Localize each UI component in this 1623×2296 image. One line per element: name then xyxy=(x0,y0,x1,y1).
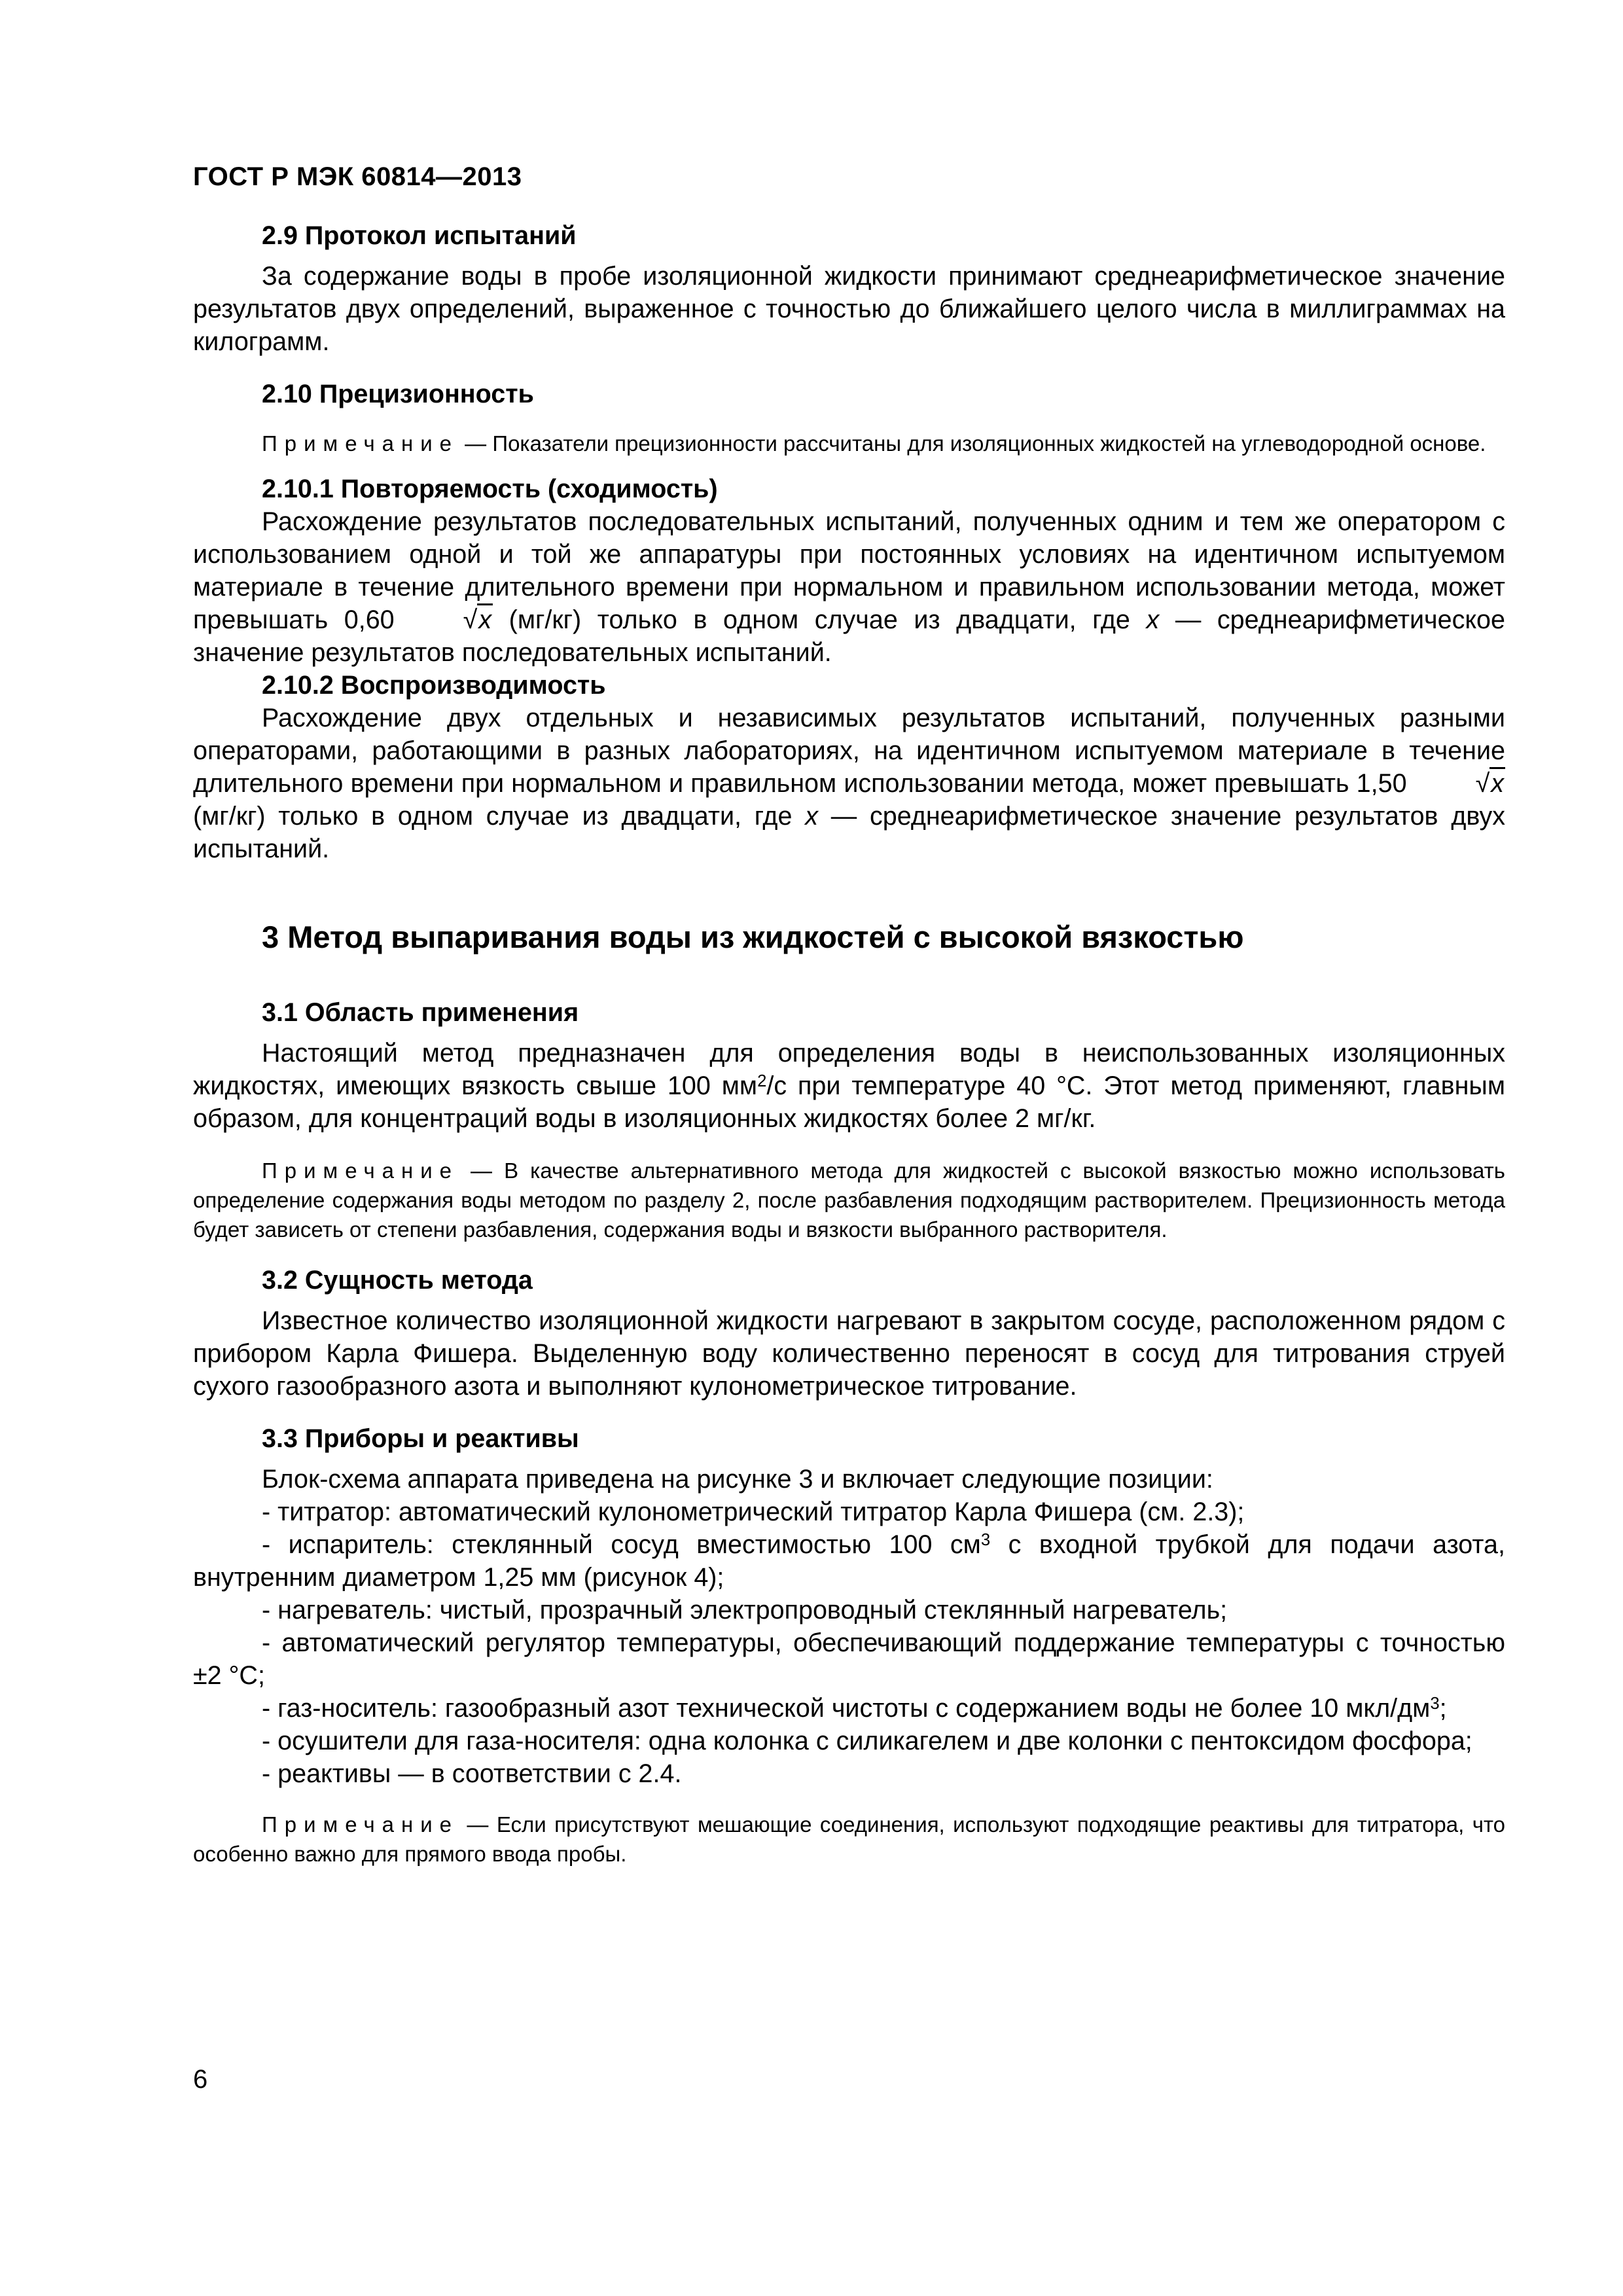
document-page xyxy=(193,160,1505,1883)
section-2-10-2-title: 2.10.2 Воспроизводимость xyxy=(262,671,606,700)
section-2-10-1-title: 2.10.1 Повторяемость (сходимость) xyxy=(262,475,718,503)
superscript: 3 xyxy=(980,1531,991,1550)
note-label: Примечание xyxy=(262,1158,459,1183)
text-run: — среднеарифметическое значение результатов двух испытаний. xyxy=(193,802,1505,863)
text-run: — среднеарифметическое значение результатов последовательных испытаний. xyxy=(193,605,1505,667)
section-3-2-text: Известное количество изоляционной жидкости нагревают в закрытом сосуде, расположенном рядом с прибором Карла Фишера. Выделенную воду количественно переносят в сосуд для титрования струей сухого газообразного азота и выполняют кулонометрическое титрование. xyxy=(193,1306,1505,1401)
section-3-3-intro: Блок-схема аппарата приведена на рисунке 3 и включает следующие позиции: xyxy=(262,1465,1213,1494)
section-3-1-text xyxy=(193,1037,1505,1135)
list-item: - автоматический регулятор температуры, обеспечивающий поддержание температуры с точностью ±2 °С; xyxy=(193,1628,1505,1690)
list-item: - осушители для газа-носителя: одна колонка с силикагелем и две колонки с пентоксидом фосфора; xyxy=(262,1727,1472,1755)
text-run: - газ-носитель: газообразный азот технической чистоты с содержанием воды не более 10 мкл/дм xyxy=(262,1694,1431,1723)
section-2-9-text: За содержание воды в пробе изоляционной жидкости принимают среднеарифметическое значение результатов двух определений, выраженное с точностью до ближайшего целого числа в миллиграммах на килограмм. xyxy=(193,262,1505,356)
text-run: Настоящий метод предназначен для определения воды в неиспользованных изоляционных жидкостях, имеющих вязкость свыше 100 мм xyxy=(193,1039,1505,1100)
text-run: с входной трубкой для подачи азота, внутренним диаметром 1,25 мм (рисунок 4); xyxy=(193,1530,1505,1592)
superscript: 3 xyxy=(1430,1695,1440,1713)
sqrt-formula: √x xyxy=(395,603,493,636)
text-run: /с при температуре 40 °С. Этот метод применяют, главным образом, для концентраций воды в изоляционных жидкостях более 2 мг/кг. xyxy=(193,1071,1505,1133)
section-3-3-title: 3.3 Приборы и реактивы xyxy=(262,1424,579,1453)
text-run: - испаритель: стеклянный сосуд вместимостью 100 см xyxy=(262,1530,981,1559)
section-3-1-title: 3.1 Область применения xyxy=(262,998,579,1027)
list-item: - нагреватель: чистый, прозрачный электропроводный стеклянный нагреватель; xyxy=(262,1596,1228,1624)
document-header: ГОСТ Р МЭК 60814—2013 xyxy=(193,162,522,191)
section-3-1-note xyxy=(193,1156,1505,1244)
section-3-2-title: 3.2 Сущность метода xyxy=(262,1266,533,1295)
section-2-10-2-text xyxy=(193,702,1505,865)
superscript: 2 xyxy=(757,1072,767,1091)
section-3-3-note xyxy=(193,1810,1505,1869)
section-3-title: 3 Метод выпаривания воды из жидкостей с высокой вязкостью xyxy=(262,920,1244,954)
sqrt-formula: √x xyxy=(1407,767,1505,800)
note-text: — Если присутствуют мешающие соединения, используют подходящие реактивы для титратора, что особенно важно для прямого ввода пробы. xyxy=(193,1812,1505,1866)
note-text: — В качестве альтернативного метода для жидкостей с высокой вязкостью можно использовать определение содержания воды методом по разделу 2, после разбавления подходящим растворителем. Прецизионность метода будет зависеть от степени разбавления, содержания воды и вязкости выбранного растворителя. xyxy=(193,1158,1505,1242)
list-item: - титратор: автоматический кулонометрический титратор Карла Фишера (см. 2.3); xyxy=(262,1498,1245,1526)
page-number: 6 xyxy=(193,2065,208,2094)
formula-variable: x xyxy=(1489,767,1505,798)
text-run: Расхождение результатов последовательных испытаний, полученных одним и тем же оператором с использованием одной и той же аппаратуры при постоянных условиях на идентичном испытуемом материале в течение длительного времени при нормальном и правильном использовании метода, может превышать 0,60 xyxy=(193,507,1505,634)
list-item xyxy=(193,1528,1505,1594)
text-run: (мг/кг) только в одном случае из двадцати, где xyxy=(493,605,1147,634)
section-2-10-note xyxy=(193,429,1505,458)
list-item: - реактивы — в соответствии с 2.4. xyxy=(262,1759,682,1788)
section-2-9-title: 2.9 Протокол испытаний xyxy=(262,221,577,250)
note-label: Примечание xyxy=(262,1812,459,1837)
variable-x: x xyxy=(1146,605,1160,634)
text-run: Расхождение двух отдельных и независимых результатов испытаний, полученных разными операторами, работающими в разных лабораториях, на идентичном испытуемом материале в течение длительного времени при нормальном и правильном использовании метода, может превышать 1,50 xyxy=(193,704,1505,798)
text-run: ; xyxy=(1439,1694,1447,1723)
list-item xyxy=(193,1692,1505,1725)
note-label: Примечание xyxy=(262,431,459,456)
formula-variable: x xyxy=(477,603,493,634)
section-2-10-title: 2.10 Прецизионность xyxy=(262,380,534,408)
variable-x: x xyxy=(805,802,818,831)
section-2-10-1-text xyxy=(193,505,1505,669)
text-run: (мг/кг) только в одном случае из двадцати, где xyxy=(193,802,806,831)
note-text: — Показатели прецизионности рассчитаны для изоляционных жидкостей на углеводородной основе. xyxy=(459,431,1486,456)
